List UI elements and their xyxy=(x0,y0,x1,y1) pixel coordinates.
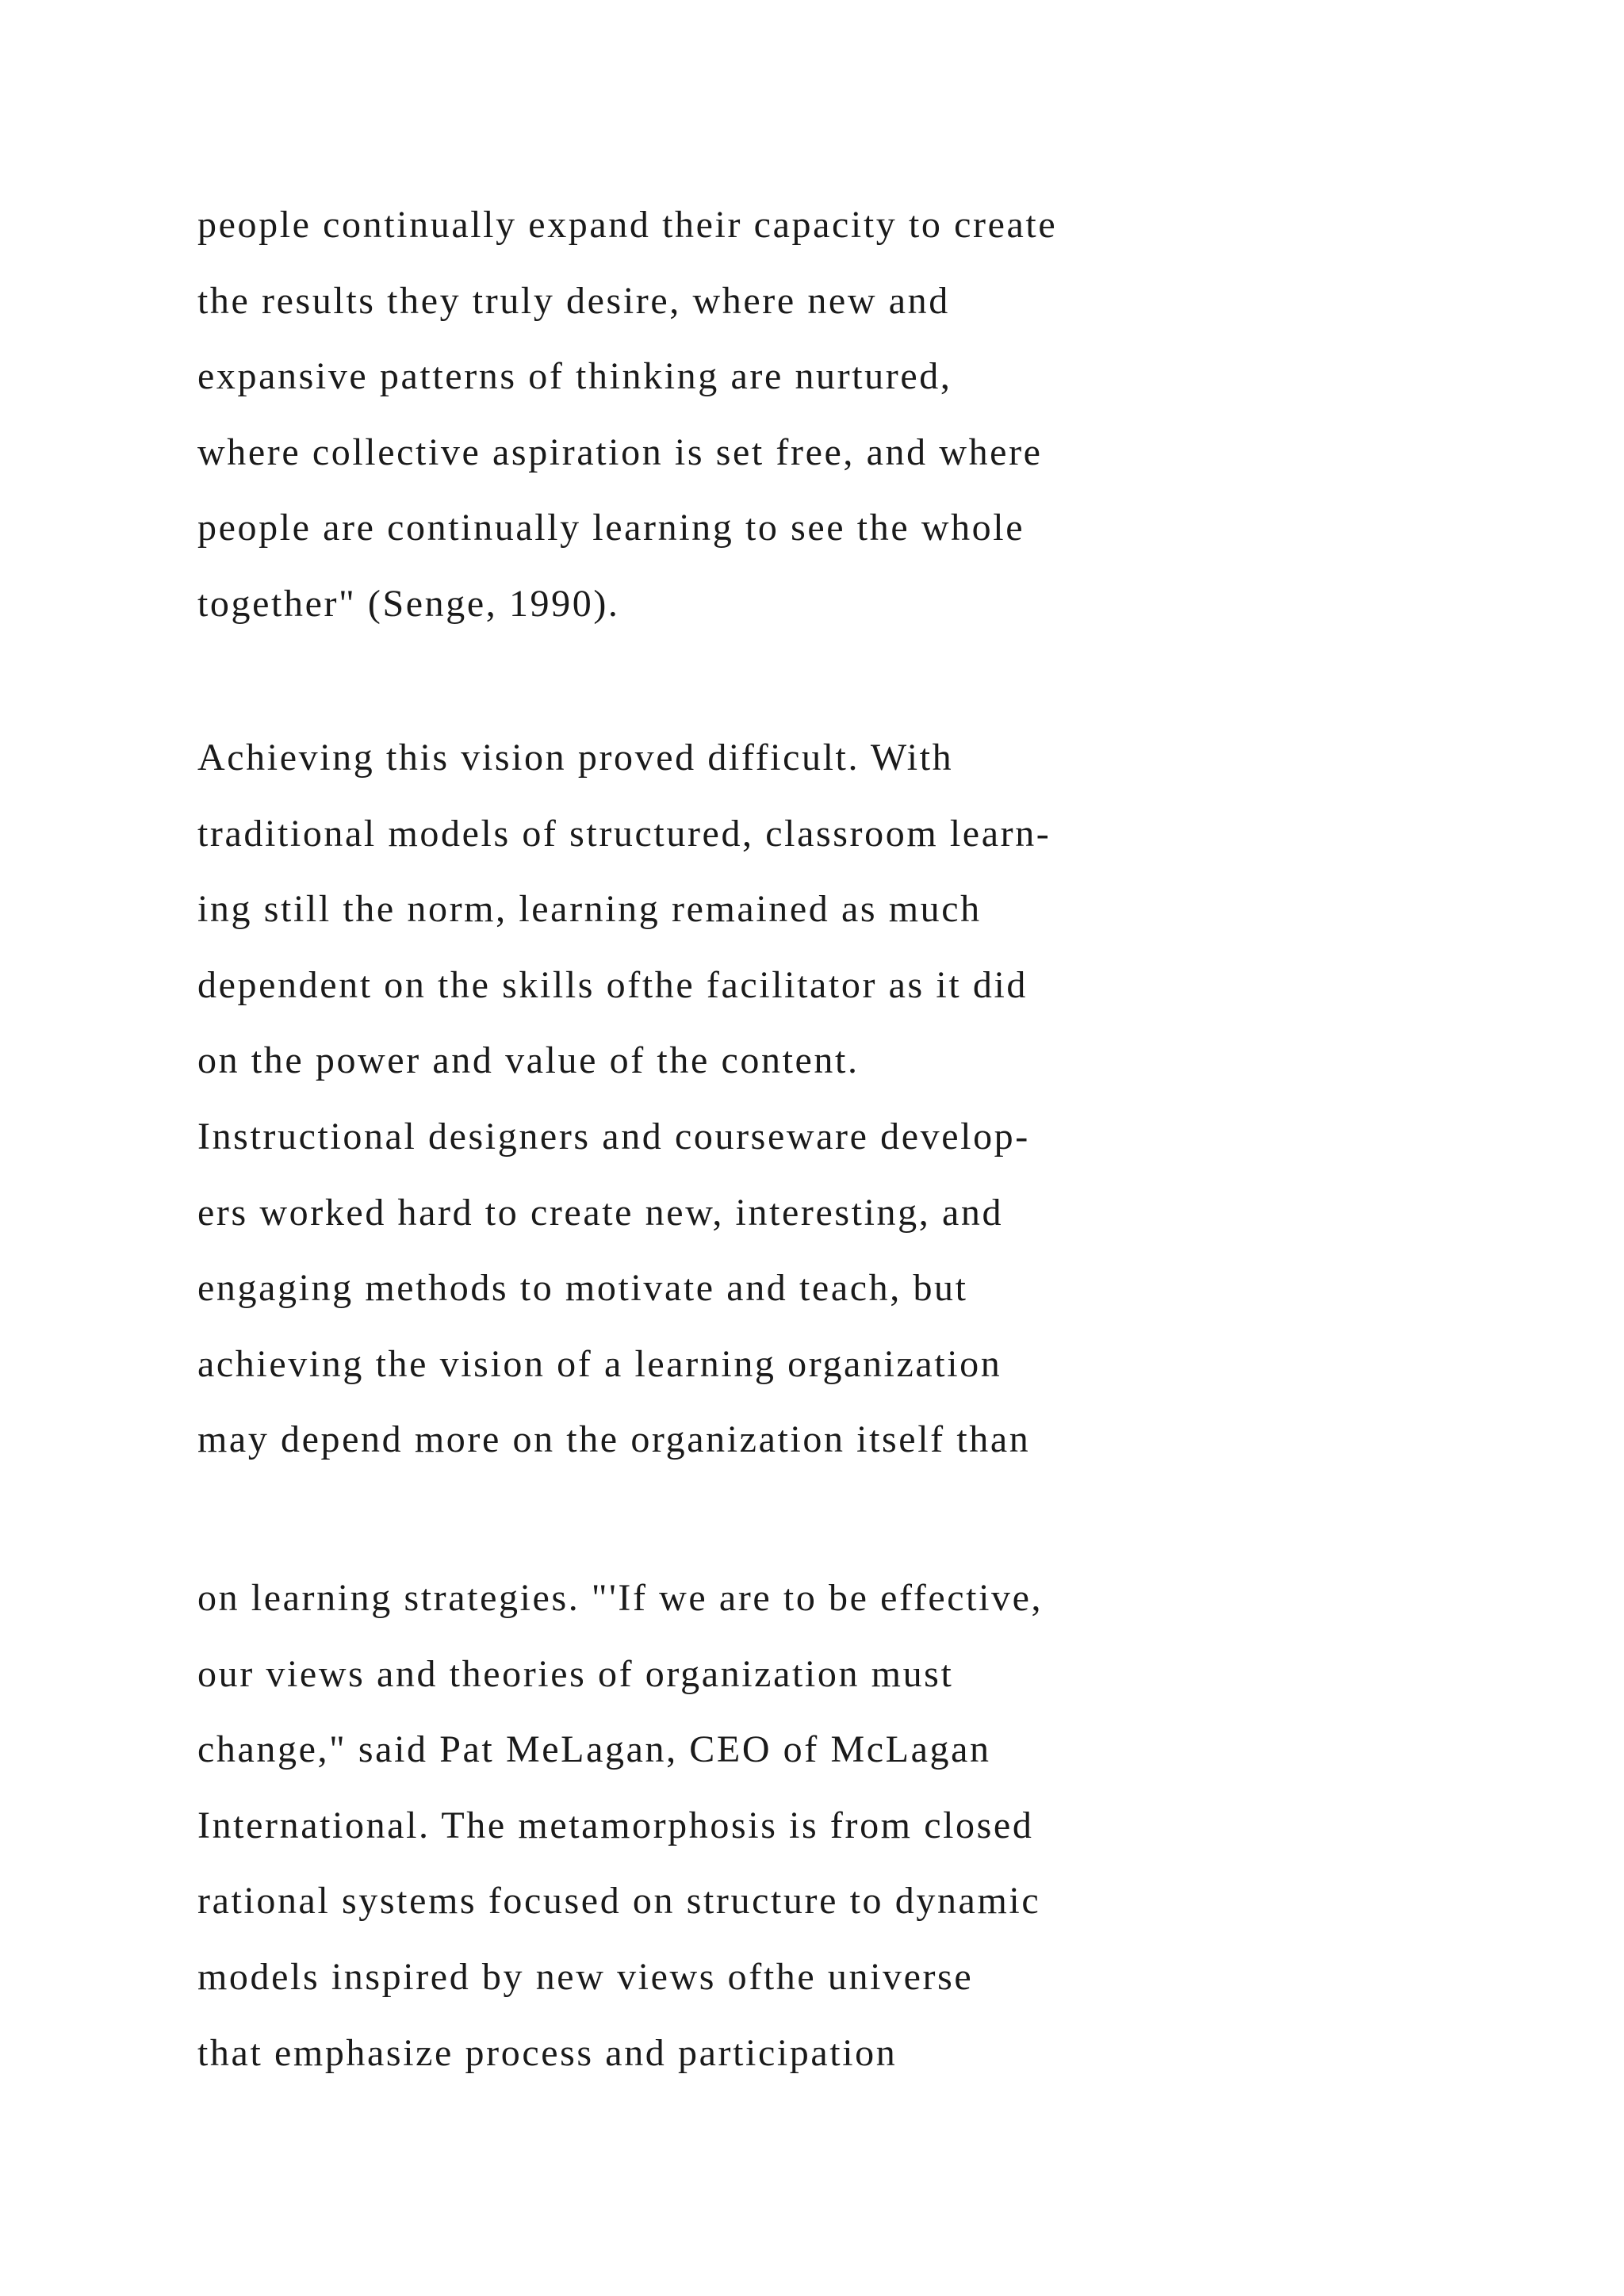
text-line: rational systems focused on structure to dynamic xyxy=(197,1880,1041,1923)
text-line: that emphasize process and participation xyxy=(197,2031,898,2074)
text-line: on the power and value of the content. xyxy=(197,1039,860,1082)
text-line: people are continually learning to see the whole xyxy=(197,507,1025,549)
paragraph-1 xyxy=(197,187,1387,642)
text-line: Instructional designers and courseware develop- xyxy=(197,1115,1030,1158)
paragraph-2 xyxy=(197,720,1387,1478)
text-line: traditional models of structured, classroom learn- xyxy=(197,812,1051,855)
text-line: Achieving this vision proved difficult. With xyxy=(197,737,954,779)
paragraph-3 xyxy=(197,1560,1387,2091)
text-line: change," said Pat MeLagan, CEO of McLagan xyxy=(197,1728,991,1771)
text-line: dependent on the skills ofthe facilitator as it did xyxy=(197,963,1028,1006)
text-line: engaging methods to motivate and teach, but xyxy=(197,1267,968,1310)
text-line: models inspired by new views ofthe universe xyxy=(197,1955,974,1998)
text-line: may depend more on the organization itself than xyxy=(197,1418,1031,1461)
text-line: on learning strategies. "'If we are to be effective, xyxy=(197,1577,1044,1619)
text-line: the results they truly desire, where new and xyxy=(197,279,950,322)
text-line: ers worked hard to create new, interesting, and xyxy=(197,1191,1004,1234)
text-line: people continually expand their capacity to create xyxy=(197,204,1058,246)
text-line: where collective aspiration is set free, and where xyxy=(197,430,1043,473)
text-line: achieving the vision of a learning organization xyxy=(197,1342,1002,1385)
text-line: expansive patterns of thinking are nurtured, xyxy=(197,355,952,398)
text-line: ing still the norm, learning remained as much xyxy=(197,888,982,931)
text-line: our views and theories of organization must xyxy=(197,1652,954,1695)
text-line: International. The metamorphosis is from closed xyxy=(197,1804,1034,1846)
text-line: together" (Senge, 1990). xyxy=(197,582,620,625)
